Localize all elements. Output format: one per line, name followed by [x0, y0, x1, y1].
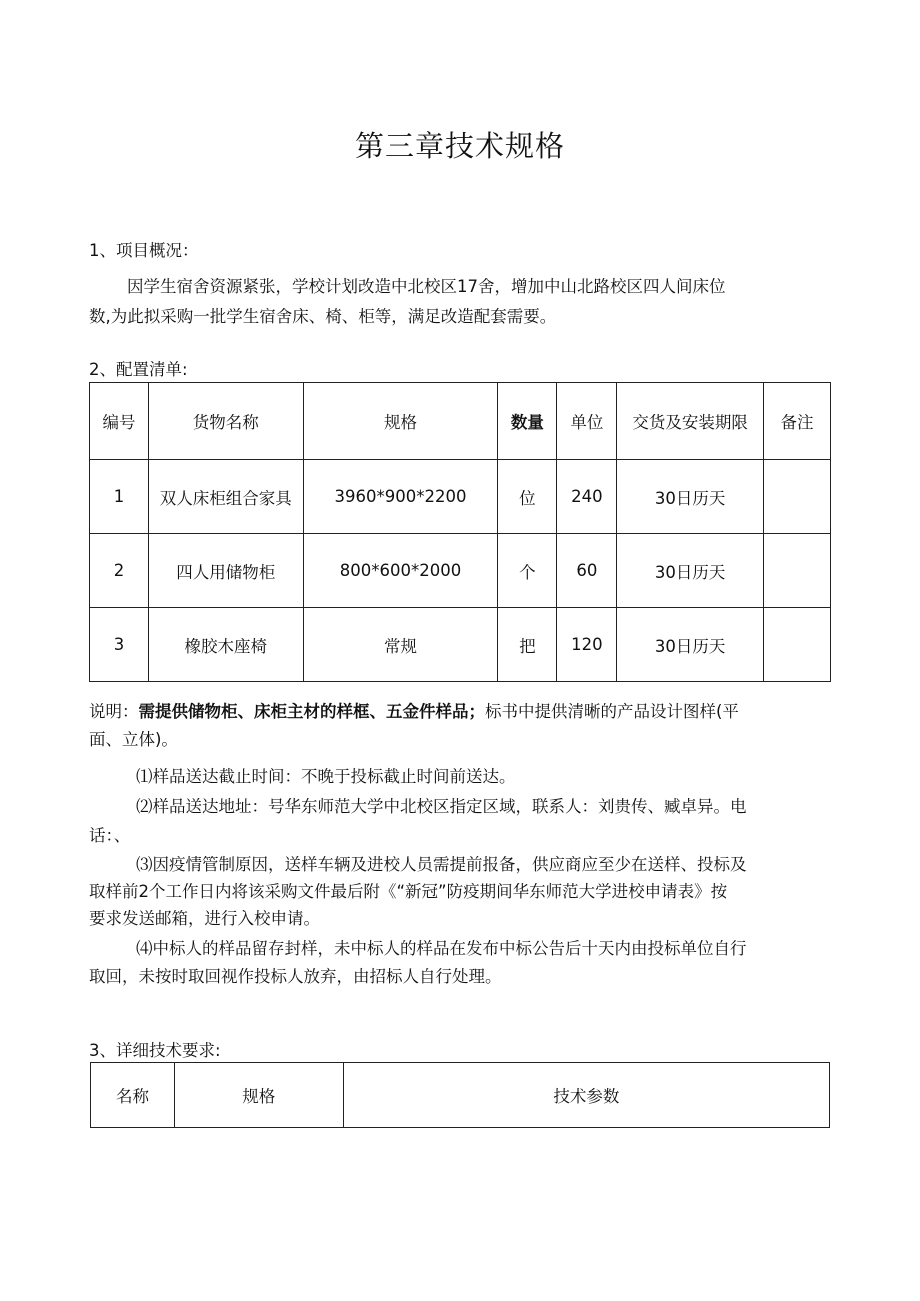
item4-line1: ⑷中标人的样品留存封样，未中标人的样品在发布中标公告后十天内由投标单位自行: [136, 939, 747, 958]
header-cell: 货物名称: [148, 383, 303, 460]
table-cell: 30日历天: [617, 460, 764, 534]
table-cell: 240: [557, 460, 617, 534]
table-cell: [764, 608, 831, 682]
item4-line2: 取回，未按时取回视作投标人放弃，由招标人自行处理。: [89, 967, 502, 986]
header-cell: 备注: [764, 383, 831, 460]
note-rest: 标书中提供清晰的产品设计图样(平: [485, 702, 739, 721]
header-cell: 名称: [91, 1063, 175, 1128]
item3-line3: 要求发送邮箱，进行入校申请。: [89, 909, 320, 928]
table-cell: 橡胶木座椅: [148, 608, 303, 682]
item3-line1: ⑶因疫情管制原因，送样车辆及进校人员需提前报备，供应商应至少在送样、投标及: [136, 855, 747, 874]
tech-table-header-row: [91, 1063, 830, 1128]
table-cell: 3: [90, 608, 149, 682]
item3-line2: 取样前2个工作日内将该采购文件最后附《“新冠”防疫期间华东师范大学进校申请表》按: [89, 882, 728, 901]
item1: ⑴样品送达截止时间：不晚于投标截止时间前送达。: [136, 767, 516, 786]
table-row: [90, 460, 831, 534]
table-row: [90, 534, 831, 608]
table-cell: 把: [498, 608, 557, 682]
table-cell: 1: [90, 460, 149, 534]
section1-para-line2: 数,为此拟采购一批学生宿舍床、椅、柜等，满足改造配套需要。: [89, 307, 557, 326]
table-cell: 120: [557, 608, 617, 682]
item2-line1: ⑵样品送达地址：号华东师范大学中北校区指定区域，联系人：刘贵传、臧卓异。电: [136, 797, 747, 816]
section1-para-line1: 因学生宿舍资源紧张，学校计划改造中北校区17舍，增加中山北路校区四人间床位: [127, 277, 726, 296]
page-title: 第三章技术规格: [354, 129, 565, 163]
header-cell: 编号: [90, 383, 149, 460]
table-cell: 30日历天: [617, 534, 764, 608]
table-cell: 位: [498, 460, 557, 534]
table-cell: [764, 534, 831, 608]
item2-line2: 话：、: [89, 826, 131, 845]
section2-heading: 2、配置清单:: [89, 360, 188, 379]
config-table: [89, 382, 831, 682]
table-cell: 四人用储物柜: [148, 534, 303, 608]
table-row: [90, 608, 831, 682]
table-cell: [764, 460, 831, 534]
config-table-header-row: [90, 383, 831, 460]
table-cell: 800*600*2000: [303, 534, 498, 608]
table-cell: 2: [90, 534, 149, 608]
tech-table: [90, 1062, 830, 1128]
table-cell: 3960*900*2200: [303, 460, 498, 534]
header-cell: 数量: [498, 383, 557, 460]
note-line2: 面、立体)。: [89, 730, 178, 749]
table-cell: 常规: [303, 608, 498, 682]
table-cell: 60: [557, 534, 617, 608]
note-bold: 需提供储物柜、床柜主材的样框、五金件样品；: [138, 702, 485, 721]
header-cell: 规格: [303, 383, 498, 460]
table-cell: 个: [498, 534, 557, 608]
header-cell: 技术参数: [343, 1063, 829, 1128]
header-cell: 交货及安装期限: [617, 383, 764, 460]
section3-heading: 3、详细技术要求:: [89, 1041, 221, 1060]
section1-heading: 1、项目概况：: [89, 241, 199, 260]
header-cell: 规格: [174, 1063, 343, 1128]
note-prefix: 说明：: [89, 702, 139, 721]
table-cell: 双人床柜组合家具: [148, 460, 303, 534]
table-cell: 30日历天: [617, 608, 764, 682]
header-cell: 单位: [557, 383, 617, 460]
note-line1: [89, 697, 739, 727]
